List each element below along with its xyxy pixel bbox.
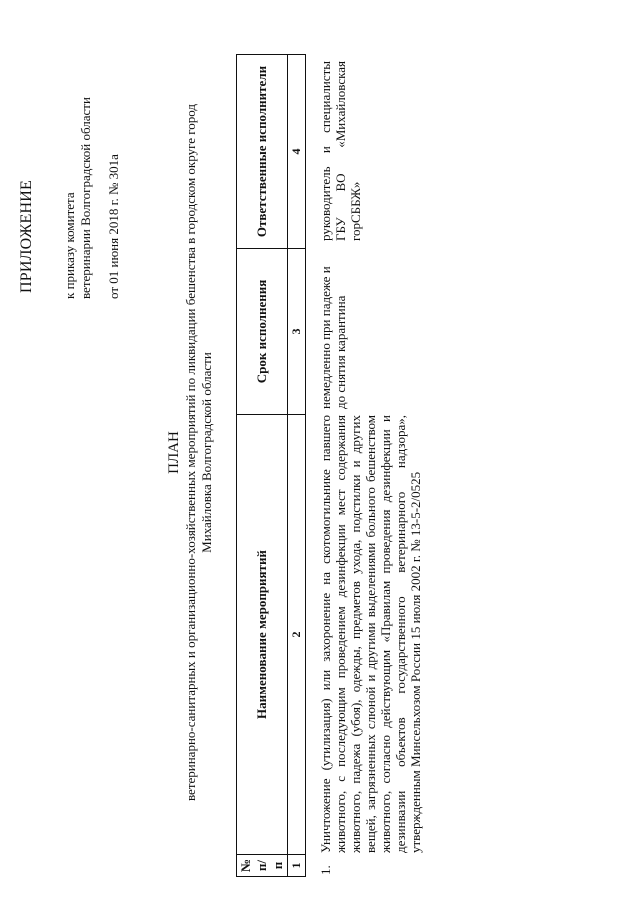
column-number: 1 <box>288 855 306 877</box>
table-header-row <box>237 55 288 877</box>
row-number: 1. <box>318 865 333 875</box>
row-responsible: руководитель и специалисты ГБУ ВО «Михайловская горСББЖ» <box>318 61 363 241</box>
plan-subtitle-line2: Михайловка Волгоградской области <box>199 352 214 553</box>
header-activity-name: Наименование мероприятий <box>237 415 288 855</box>
order-reference-line1: к приказу комитета <box>62 192 77 299</box>
header-responsible: Ответственные исполнители <box>237 55 288 249</box>
column-number: 4 <box>288 55 306 249</box>
row-deadline: немедленно при падеже и до снятия карантина <box>318 266 348 409</box>
order-reference-line2: ветеринарии Волгоградской области <box>78 97 93 299</box>
plan-title: ПЛАН <box>166 431 182 474</box>
appendix-title: ПРИЛОЖЕНИЕ <box>18 179 35 293</box>
column-number: 3 <box>288 249 306 415</box>
column-number: 2 <box>288 415 306 855</box>
column-number-row <box>288 55 306 877</box>
header-deadline: Срок исполнения <box>237 249 288 415</box>
plan-table <box>236 54 306 877</box>
order-date: от 01 июня 2018 г. № 301а <box>106 154 121 299</box>
header-number: № п/п <box>237 855 288 877</box>
plan-subtitle-line1: ветеринарно-санитарных и организационно-хозяйственных мероприятий по ликвидации бешенства в городском округе город <box>183 103 198 802</box>
row-activity-name: Уничтожение (утилизация) или захоронение на скотомогильнике павшего животного, с последующим проведением дезинфекции мест содержания животного, падежа (убоя), одежды, предметов ухода, подстилки и других вещей, загрязненных слюной и другими выделениями больного бешенством животного, согласно действующим «Правилам проведения дезинфекции и дезинвазии объектов государственного ветеринарного надзора», утвержденным Минсельхозом России 15 июля 2002 г. № 13-5-2/0525 <box>318 415 423 853</box>
